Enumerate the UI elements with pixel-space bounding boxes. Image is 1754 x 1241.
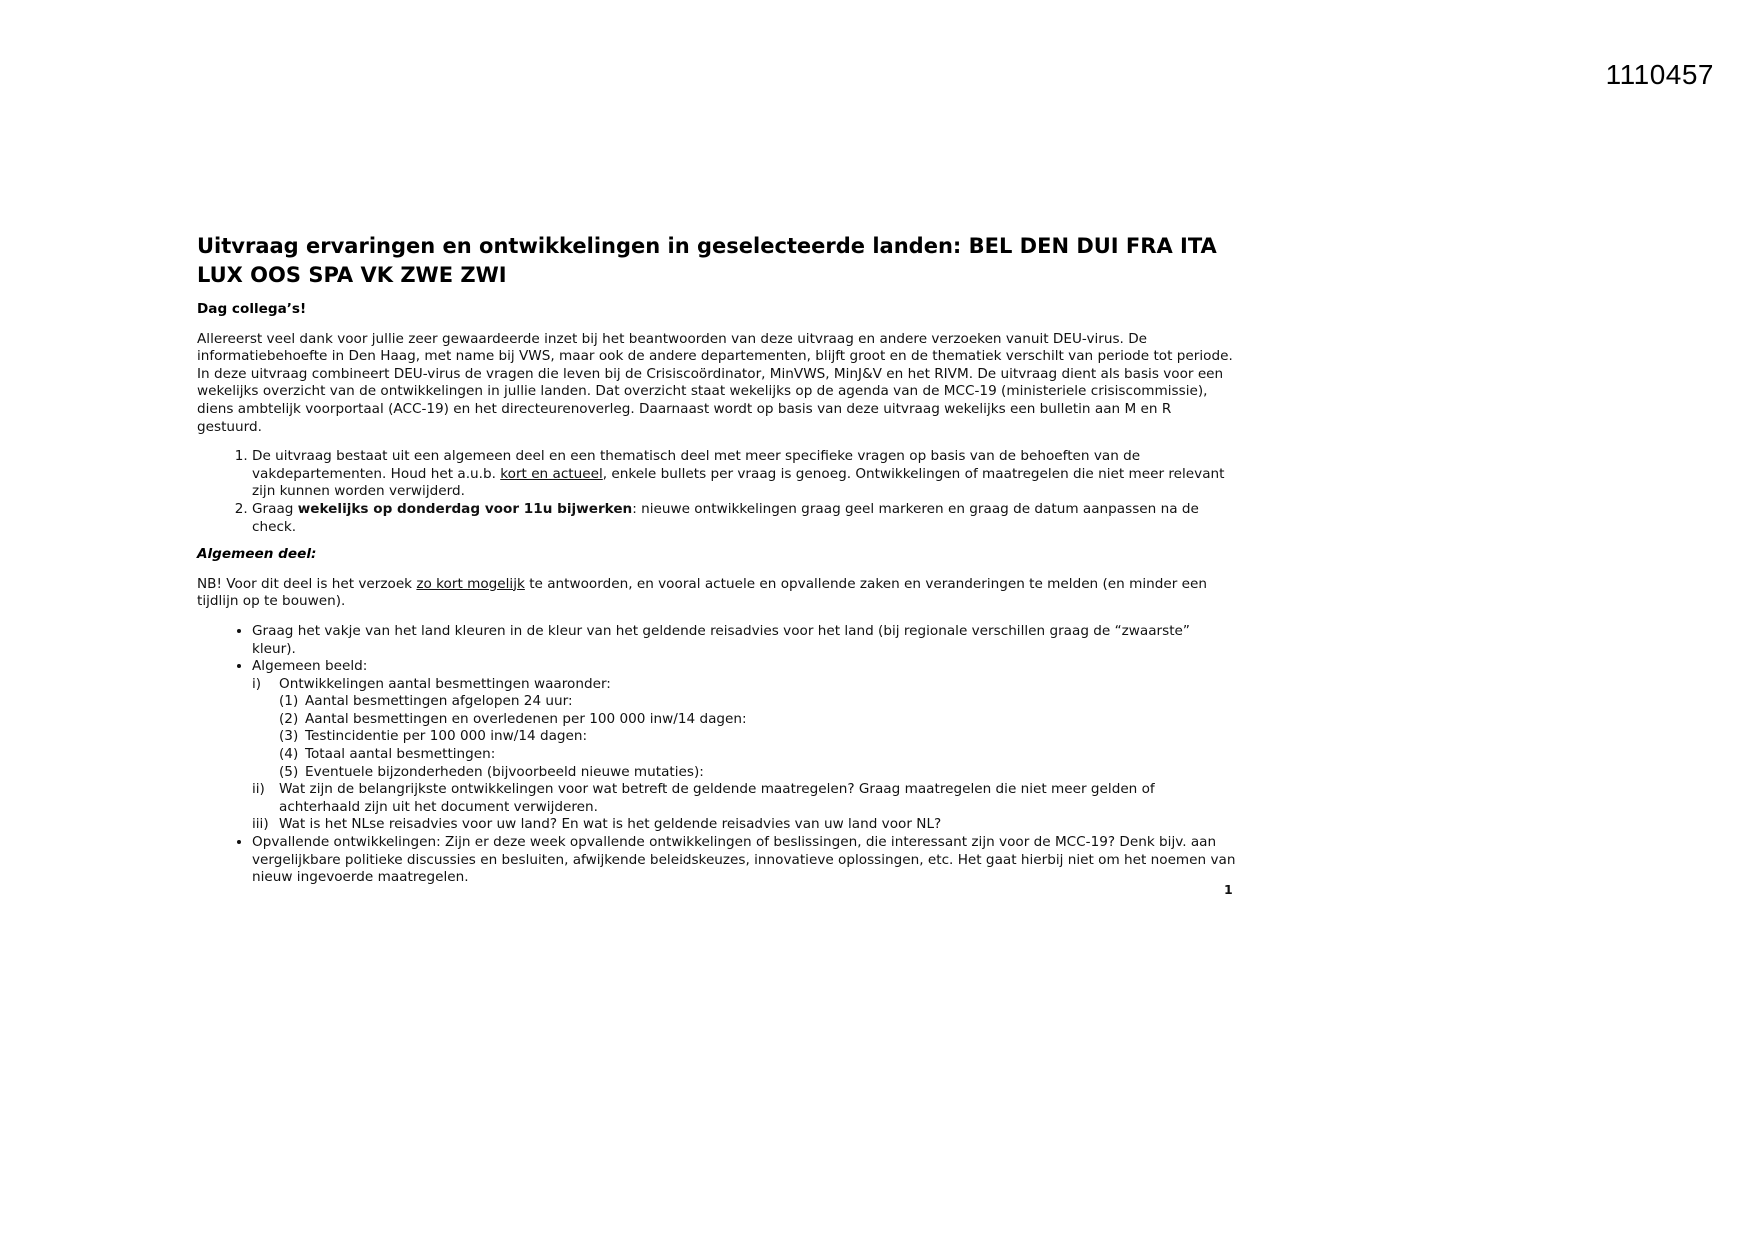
numbered-text: Aantal besmettingen en overledenen per 100 000 inw/14 dagen: — [305, 710, 747, 727]
numbered-item — [279, 728, 1237, 746]
general-bullets — [197, 623, 1237, 887]
document-page — [197, 232, 1237, 887]
roman-item-iii — [252, 816, 1237, 834]
nb-text-b: te antwoorden, en vooral actuele en opvallende zaken en veranderingen te melden (en minder een tijdlijn op te bouwen). — [197, 575, 1207, 610]
numbered-text: Totaal aantal besmettingen: — [305, 746, 496, 763]
instruction-1-underline: kort en actueel — [500, 465, 603, 482]
numbered-text: Aantal besmettingen afgelopen 24 uur: — [305, 693, 573, 710]
roman-item-ii — [252, 781, 1237, 816]
numbered-list — [279, 693, 1237, 781]
bullet-notable-developments: • Opvallende ontwikkelingen: Zijn er deze week opvallende ontwikkelingen of beslissingen, die interessant zijn voor de MCC-19? Denk bijv. aan vergelijkbare politieke discussies en besluiten, afwijkende beleidskeuzes, innovatieve oplossingen, etc. Het gaat hierbij niet om het noemen van nieuw ingevoerde maatregelen. — [252, 834, 1237, 887]
numbered-item — [279, 746, 1237, 764]
roman-marker: iii) — [252, 816, 269, 833]
roman-list — [252, 676, 1237, 834]
nb-underline: zo kort mogelijk — [416, 575, 525, 592]
instruction-item-2 — [252, 501, 1237, 536]
numbered-marker: (5) — [279, 763, 299, 780]
instruction-1-text-a: De uitvraag bestaat uit een algemeen deel en een thematisch deel met meer specifieke vragen op basis van de behoeften van de vakdepartementen. Houd het a.u.b. — [252, 448, 1141, 482]
instruction-2-bold: wekelijks op donderdag voor 11u bijwerken — [297, 500, 633, 517]
roman-item-text: Wat zijn de belangrijkste ontwikkelingen voor wat betreft de geldende maatregelen? Graag maatregelen die niet meer gelden of achterhaald zijn uit het document verwijderen. — [279, 781, 1155, 815]
bullet-general-picture-label: Algemeen beeld: — [252, 658, 368, 675]
numbered-marker: (3) — [279, 728, 299, 745]
document-number: 1110457 — [1605, 59, 1714, 90]
numbered-text: Eventuele bijzonderheden (bijvoorbeeld nieuwe mutaties): — [305, 763, 704, 780]
roman-marker: ii) — [252, 781, 265, 798]
nb-paragraph — [197, 576, 1237, 611]
instruction-1-text-b: , enkele bullets per vraag is genoeg. Ontwikkelingen of maatregelen die niet meer relevant zijn kunnen worden verwijderd. — [252, 465, 1225, 500]
document-title — [197, 232, 1237, 289]
numbered-marker: (4) — [279, 746, 299, 763]
roman-item-text: Wat is het NLse reisadvies voor uw land? En wat is het geldende reisadvies van uw land voor NL? — [279, 816, 942, 833]
numbered-item — [279, 764, 1237, 782]
numbered-item — [279, 711, 1237, 729]
title-line-1: Uitvraag ervaringen en ontwikkelingen in geselecteerde landen: BEL DEN DUI FRA ITA — [197, 234, 1217, 258]
instructions-list — [197, 448, 1237, 536]
title-line-2: LUX OOS SPA VK ZWE ZWI — [197, 262, 507, 287]
nb-text-a: NB! Voor dit deel is het verzoek — [197, 575, 417, 592]
numbered-item — [279, 693, 1237, 711]
section-heading-algemeen: Algemeen deel: — [197, 546, 317, 563]
roman-marker: i) — [252, 675, 262, 692]
roman-item-text: Ontwikkelingen aantal besmettingen waaronder: — [279, 675, 611, 692]
page-number: 1 — [1224, 882, 1233, 897]
intro-paragraph: Allereerst veel dank voor jullie zeer gewaardeerde inzet bij het beantwoorden van deze uitvraag en andere verzoeken vanuit DEU-virus. De informatiebehoefte in Den Haag, met name bij VWS, maar ook de andere departementen, blijft groot en de thematiek verschilt van periode tot periode. In deze uitvraag combineert DEU-virus de vragen die leven bij de Crisiscoördinator, MinVWS, MinJ&V en het RIVM. De uitvraag dient als basis voor een wekelijks overzicht van de ontwikkelingen in jullie landen. Dat overzicht staat wekelijks op de agenda van de MCC-19 (ministeriele crisiscommissie), diens ambtelijk voorportaal (ACC-19) en het directeurenoverleg. Daarnaast wordt op basis van deze uitvraag wekelijks een bulletin aan M en R gestuurd. — [197, 330, 1233, 435]
bullet-travel-advice-color: • Graag het vakje van het land kleuren in de kleur van het geldende reisadvies voor het land (bij regionale verschillen graag de “zwaarste” kleur). — [252, 623, 1237, 658]
numbered-marker: (1) — [279, 693, 299, 710]
greeting: Dag collega’s! — [197, 301, 307, 317]
instruction-item-1 — [252, 448, 1237, 501]
numbered-text: Testincidentie per 100 000 inw/14 dagen: — [305, 728, 588, 745]
bullet-general-picture — [252, 658, 1237, 834]
instruction-2-text-a: Graag — [252, 500, 298, 517]
roman-item-i — [252, 676, 1237, 782]
instruction-2-text-b: : nieuwe ontwikkelingen graag geel markeren en graag de datum aanpassen na de check. — [252, 500, 1199, 535]
numbered-marker: (2) — [279, 710, 299, 727]
